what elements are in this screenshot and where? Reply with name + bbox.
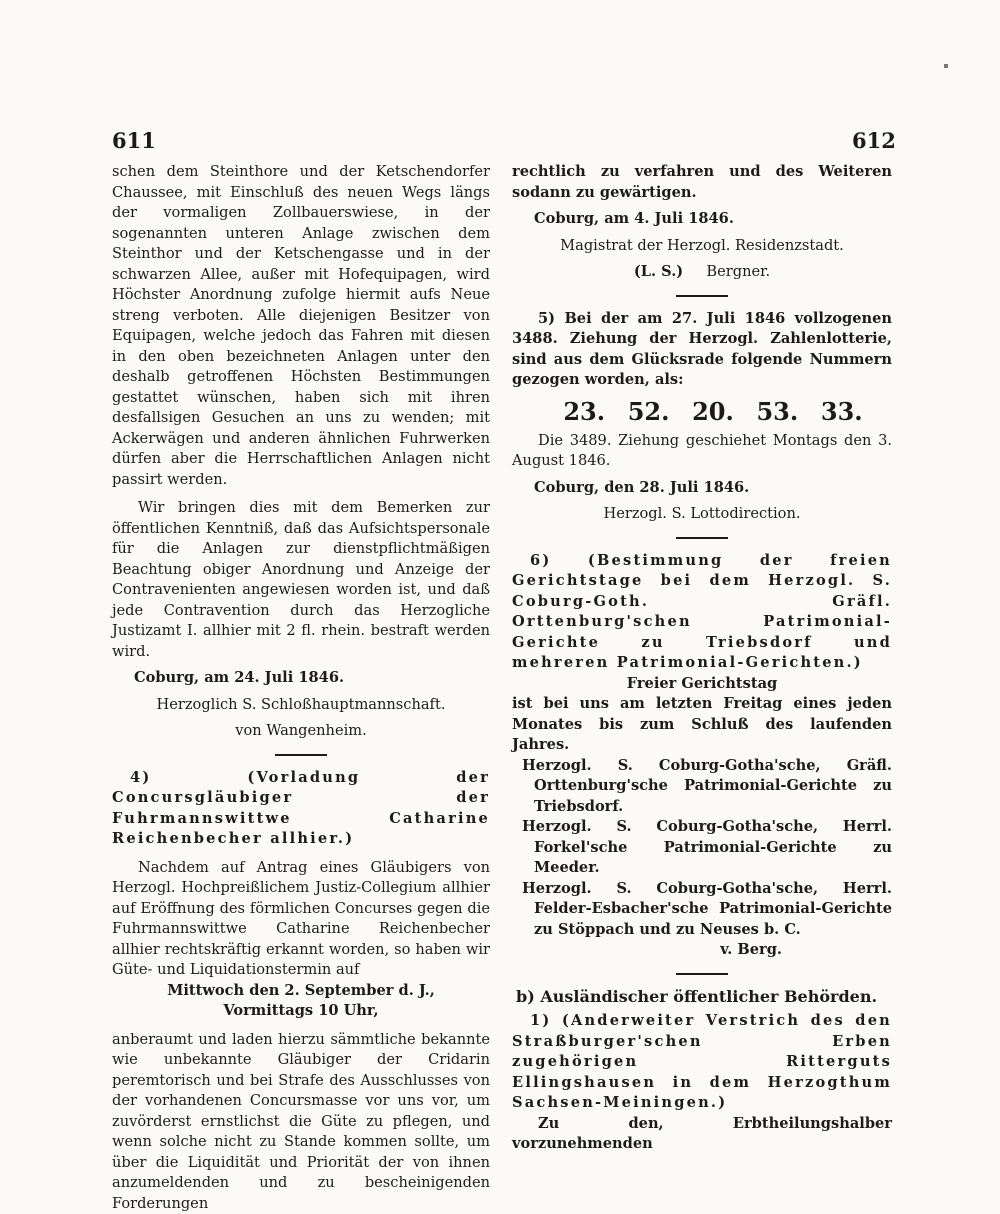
- section-divider: [275, 754, 327, 756]
- signature-lottodirection: Herzogl. S. Lottodirection.: [512, 504, 892, 525]
- court-stoeppach: Herzogl. S. Coburg-Gotha'sche, Herrl. Felder-Esbacher'sche Patrimonial-Gerichte zu Stöppach und zu Neuses b. C.: [512, 879, 892, 941]
- dateline-coburg-4-july: Coburg, am 4. Juli 1846.: [512, 209, 892, 230]
- lottery-number: 52.: [628, 397, 670, 427]
- paragraph-announcement: Wir bringen dies mit dem Bemerken zur öffentlichen Kenntniß, daß das Aufsichtspersonale für die Anlagen zur dienstpflichtmäßigen Beachtung obiger Anordnung und Anzeige der Contravenienten angewiesen worden ist, und daß jede Contravention durch das Herzogliche Justizamt I. allhier mit 2 fl. rhein. bestraft werden wird.: [112, 498, 490, 662]
- section-heading-6: 6) (Bestimmung der freien Gerichtstage bei dem Herzogl. S. Coburg-Goth. Gräfl. Orttenburg'schen Patrimonial-Gerichte zu Triebsdorf und mehreren Patrimonial-Gerichten.): [512, 551, 892, 674]
- term-date: Mittwoch den 2. September d. J.,: [112, 981, 490, 1002]
- signature-schlosshauptmannschaft: Herzoglich S. Schloßhauptmannschaft.: [112, 695, 490, 716]
- term-time: Vormittags 10 Uhr,: [112, 1001, 490, 1022]
- lottery-number: 23.: [563, 397, 605, 427]
- paragraph-gerichtstag: ist bei uns am letzten Freitag eines jeden Monates bis zum Schluß des laufenden Jahres.: [512, 694, 892, 756]
- paragraph-erbtheilung: Zu den, Erbtheilungshalber vorzunehmenden: [512, 1114, 892, 1155]
- signature-magistrat: Magistrat der Herzogl. Residenzstadt.: [512, 236, 892, 257]
- dateline-coburg-28-july: Coburg, den 28. Juli 1846.: [512, 478, 892, 499]
- paragraph-lottery: 5) Bei der am 27. Juli 1846 vollzogenen 3488. Ziehung der Herzogl. Zahlenlotterie, sind aus dem Glücksrade folgende Nummern gezogen worden, als:: [512, 309, 892, 391]
- court-triebsdorf: Herzogl. S. Coburg-Gotha'sche, Gräfl. Orttenburg'sche Patrimonial-Gerichte zu Triebsdorf.: [512, 756, 892, 818]
- dateline-coburg-24-july: Coburg, am 24. Juli 1846.: [112, 668, 490, 689]
- paragraph-continuation: rechtlich zu verfahren und des Weiteren sodann zu gewärtigen.: [512, 162, 892, 203]
- subheading-freier-gerichtstag: Freier Gerichtstag: [512, 674, 892, 695]
- signature-bergner: Bergner.: [706, 263, 770, 280]
- lottery-number: 20.: [692, 397, 734, 427]
- scan-speck: [944, 64, 948, 68]
- section-divider: [676, 537, 728, 539]
- court-meeder: Herzogl. S. Coburg-Gotha'sche, Herrl. Forkel'sche Patrimonial-Gerichte zu Meeder.: [512, 817, 892, 879]
- signature-wangenheim: von Wangenheim.: [112, 721, 490, 742]
- page-number-left: 611: [112, 128, 156, 153]
- section-heading-b1: 1) (Anderweiter Verstrich des den Straßburger'schen Erben zugehörigen Ritterguts Ellingshausen in dem Herzogthum Sachsen-Meiningen.): [512, 1011, 892, 1114]
- section-divider: [676, 973, 728, 975]
- paragraph-next-drawing: Die 3489. Ziehung geschiehet Montags den 3. August 1846.: [512, 431, 892, 472]
- lottery-number: 33.: [821, 397, 863, 427]
- right-column: [512, 162, 892, 1155]
- left-column: [112, 162, 490, 1214]
- section-divider: [676, 295, 728, 297]
- lottery-numbers: [512, 391, 892, 431]
- section-heading-4: 4) (Vorladung der Concursgläubiger der Fuhrmannswittwe Catharine Reichenbecher allhier.): [112, 768, 490, 850]
- page-number-right: 612: [852, 128, 896, 153]
- paragraph-traffic-ban: schen dem Steinthore und der Ketschendorfer Chaussee, mit Einschluß des neuen Wegs längs der vormaligen Zollbauerswiese, in der sogenannten unteren Anlage zwischen dem Steinthor und der Ketschengasse und in der schwarzen Allee, außer mit Hofequipagen, wird Höchster Anordnung zufolge hiermit aufs Neue streng verboten. Alle diejenigen Besitzer von Equipagen, welche jedoch das Fahren mit diesen in den oben bezeichneten Anlagen unter den deshalb getroffenen Höchsten Bestimmungen gestattet wünschen, haben sich mit ihren desfallsigen Gesuchen an uns zu wenden; mit Ackerwägen und anderen ähnlichen Fuhrwerken dürfen aber die Herrschaftlichen Anlagen nicht passirt werden.: [112, 162, 490, 490]
- paragraph-summons: anberaumt und laden hierzu sämmtliche bekannte wie unbekannte Gläubiger der Cridarin peremtorisch und bei Strafe des Ausschlusses von der vorhandenen Concursmasse vor uns vor, um zuvörderst ernstlichst die Güte zu pflegen, und wenn solche nicht zu Stande kommen sollte, um über die Liquidität und Priorität der von ihnen anzumeldenden und zu bescheinigenden Forderungen: [112, 1030, 490, 1214]
- paragraph-concurs: Nachdem auf Antrag eines Gläubigers von Herzogl. Hochpreißlichem Justiz-Collegium allhier auf Eröffnung des förmlichen Concurses gegen die Fuhrmannswittwe Catharine Reichenbecher allhier rechtskräftig erkannt worden, so haben wir Güte- und Liquidationstermin auf: [112, 858, 490, 981]
- lottery-number: 53.: [756, 397, 798, 427]
- section-heading-b: b) Ausländischer öffentlicher Behörden.: [516, 987, 892, 1008]
- seal-ls: (L. S.): [634, 263, 683, 280]
- signature-berg: v. Berg.: [512, 940, 892, 961]
